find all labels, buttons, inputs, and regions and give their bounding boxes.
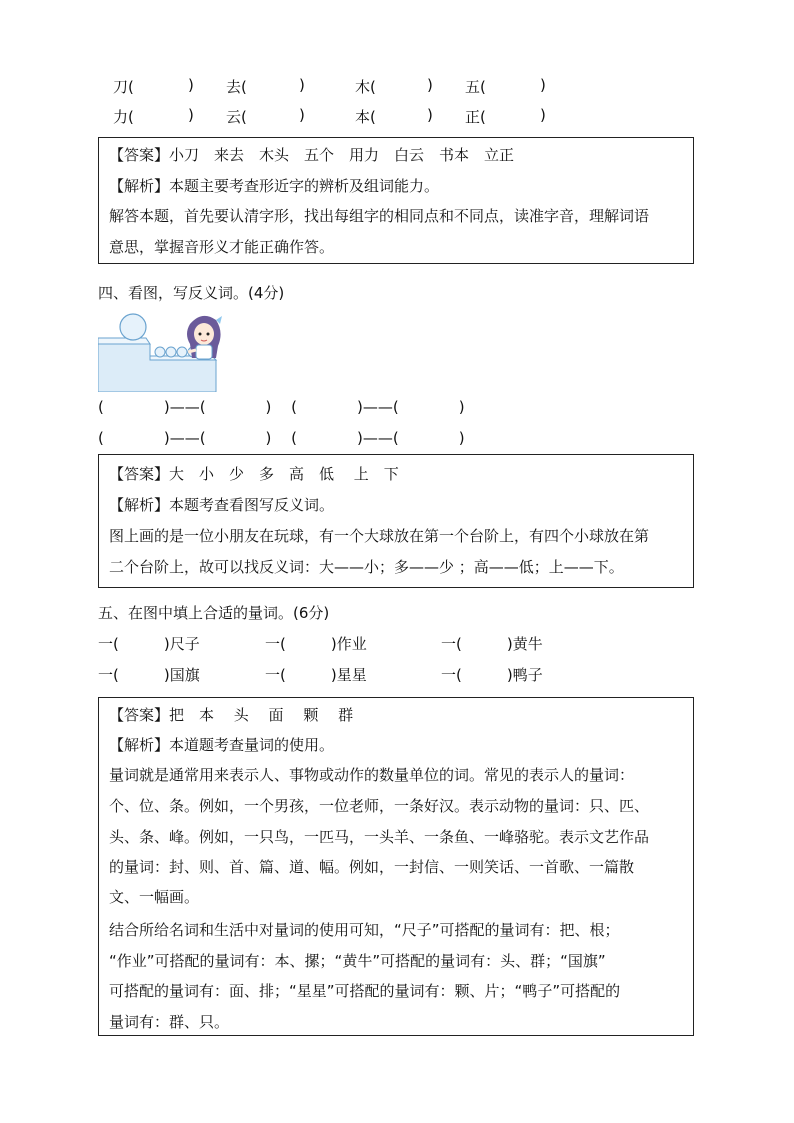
measure-word-item: 一( )尺子	[98, 635, 200, 653]
explain-text: 头、条、峰。例如，一只鸟，一匹马，一头羊、一条鱼、一峰骆驼。表示文艺作品	[109, 828, 650, 846]
antonym-row: ( )——( ) ( )——( )	[98, 398, 465, 416]
answer-label: 【答案】	[109, 146, 170, 164]
explain-text: 个、位、条。例如，一个男孩，一位老师，一条好汉。表示动物的量词：只、匹、	[109, 797, 650, 815]
paren-close: )	[188, 76, 194, 94]
antonym-row: ( )——( ) ( )——( )	[98, 429, 465, 447]
explain-text: 可搭配的量词有：面、排；“星星”可搭配的量词有：颗、片；“鸭子”可搭配的	[109, 982, 621, 1000]
analysis-line	[109, 495, 334, 515]
char-item: 木(	[355, 78, 376, 96]
analysis-label: 【解析】	[109, 177, 170, 195]
answer-box-section5	[98, 697, 694, 1036]
section4-title: 四、看图，写反义词。(4分)	[98, 284, 285, 302]
explain-text: 意思，掌握音形义才能正确作答。	[109, 238, 335, 256]
paren-close: )	[299, 76, 305, 94]
char-item: 本(	[355, 108, 376, 126]
answer-text: 小刀 来去 木头 五个 用力 白云 书本 立正	[169, 146, 515, 164]
char-item: 去(	[226, 78, 247, 96]
answer-label: 【答案】	[109, 465, 170, 483]
section5-title: 五、在图中填上合适的量词。(6分)	[98, 604, 330, 622]
analysis-text: 本道题考查量词的使用。	[169, 736, 335, 754]
explain-text: “作业”可搭配的量词有：本、摞；“黄牛”可搭配的量词有：头、群；“国旗”	[109, 952, 606, 970]
explain-text: 二个台阶上，故可以找反义词：大——小；多——少 ；高——低；上——下。	[109, 558, 624, 576]
paren-close: )	[188, 106, 194, 124]
explain-text: 解答本题，首先要认清字形，找出每组字的相同点和不同点，读准字音，理解词语	[109, 207, 650, 225]
measure-word-item: 一( )鸭子	[441, 666, 543, 684]
answer-box-section4	[98, 454, 694, 588]
answer-text: 大 小 少 多 高 低 上 下	[169, 465, 399, 483]
analysis-text: 本题考查看图写反义词。	[169, 496, 335, 514]
answer-label: 【答案】	[109, 706, 170, 724]
paren-close: )	[299, 106, 305, 124]
analysis-label: 【解析】	[109, 736, 170, 754]
measure-word-item: 一( )星星	[265, 666, 367, 684]
answer-line	[109, 705, 353, 725]
char-item: 正(	[465, 108, 486, 126]
stairs-balls-illustration	[98, 312, 228, 392]
answer-box-section3	[98, 137, 694, 264]
answer-text: 把 本 头 面 颗 群	[169, 706, 354, 724]
explain-text: 的量词：封、则、首、篇、道、幅。例如，一封信、一则笑话、一首歌、一篇散	[109, 858, 635, 876]
measure-word-item: 一( )作业	[265, 635, 367, 653]
measure-word-item: 一( )国旗	[98, 666, 200, 684]
analysis-line	[109, 176, 439, 196]
answer-line	[109, 145, 514, 165]
explain-text: 量词就是通常用来表示人、事物或动作的数量单位的词。常见的表示人的量词：	[109, 766, 635, 784]
char-item: 五(	[465, 78, 486, 96]
char-item: 云(	[226, 108, 247, 126]
analysis-text: 本题主要考查形近字的辨析及组词能力。	[169, 177, 440, 195]
measure-word-item: 一( )黄牛	[441, 635, 543, 653]
answer-line	[109, 464, 399, 484]
analysis-line	[109, 735, 334, 755]
char-item: 力(	[113, 108, 134, 126]
paren-close: )	[427, 76, 433, 94]
explain-text: 文、一幅画。	[109, 888, 200, 906]
explain-text: 结合所给名词和生活中对量词的使用可知，“尺子”可搭配的量词有：把、根；	[109, 921, 620, 939]
explain-text: 图上画的是一位小朋友在玩球，有一个大球放在第一个台阶上，有四个小球放在第	[109, 527, 650, 545]
char-item: 刀(	[113, 78, 134, 96]
paren-close: )	[540, 76, 546, 94]
explain-text: 量词有：群、只。	[109, 1013, 230, 1031]
paren-close: )	[427, 106, 433, 124]
paren-close: )	[540, 106, 546, 124]
analysis-label: 【解析】	[109, 496, 170, 514]
